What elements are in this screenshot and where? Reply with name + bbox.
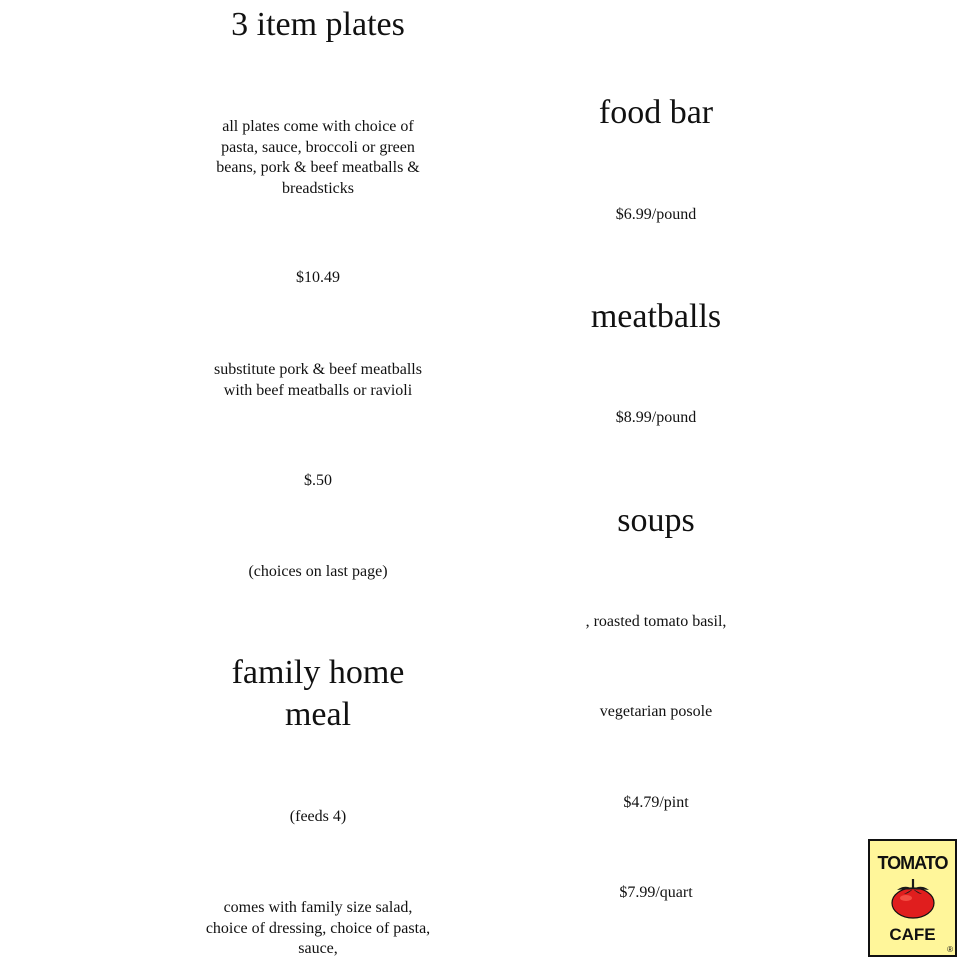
substitute-description <box>138 360 498 401</box>
logo-word-top: TOMATO <box>877 853 948 873</box>
food-bar-price: $6.99/pound <box>615 206 697 223</box>
family-title-line-1: family home <box>231 654 405 691</box>
meatballs-title: meatballs <box>590 298 722 335</box>
family-desc-line-1: comes with family size salad, <box>223 899 413 916</box>
substitute-price: $.50 <box>304 472 332 489</box>
soup-price-quart: $7.99/quart <box>619 884 693 901</box>
registered-mark: ® <box>947 945 953 954</box>
plates-price: $10.49 <box>296 269 340 286</box>
plates-description <box>138 117 498 199</box>
logo-word-bottom: CAFE <box>889 925 936 944</box>
plates-desc-line-1: all plates come with choice of <box>222 118 414 135</box>
plates-desc-line-2: pasta, sauce, broccoli or green <box>221 138 415 156</box>
plates-desc-line-4: breadsticks <box>282 179 354 197</box>
tomato-icon <box>890 875 936 919</box>
soups-title: soups <box>617 502 695 539</box>
substitute-line-1: substitute pork & beef meatballs <box>214 361 422 378</box>
family-meal-title <box>138 652 498 736</box>
family-title-line-2: meal <box>284 696 352 733</box>
tomato-cafe-logo <box>868 839 957 957</box>
substitute-line-2: with beef meatballs or ravioli <box>223 381 413 399</box>
meatballs-price: $8.99/pound <box>615 409 697 426</box>
plates-desc-line-3: beans, pork & beef meatballs & <box>216 159 420 176</box>
soup-line-2: vegetarian posole <box>599 703 713 720</box>
soup-line-1: , roasted tomato basil, <box>585 613 727 630</box>
plates-title: 3 item plates <box>231 6 405 43</box>
family-description <box>138 898 498 960</box>
family-desc-line-2: choice of dressing, choice of pasta, <box>205 919 431 937</box>
choices-note: (choices on last page) <box>248 563 388 580</box>
family-desc-line-3: sauce, <box>298 940 338 957</box>
family-feeds: (feeds 4) <box>289 808 347 825</box>
food-bar-title: food bar <box>598 94 714 131</box>
soup-price-pint: $4.79/pint <box>623 794 689 811</box>
